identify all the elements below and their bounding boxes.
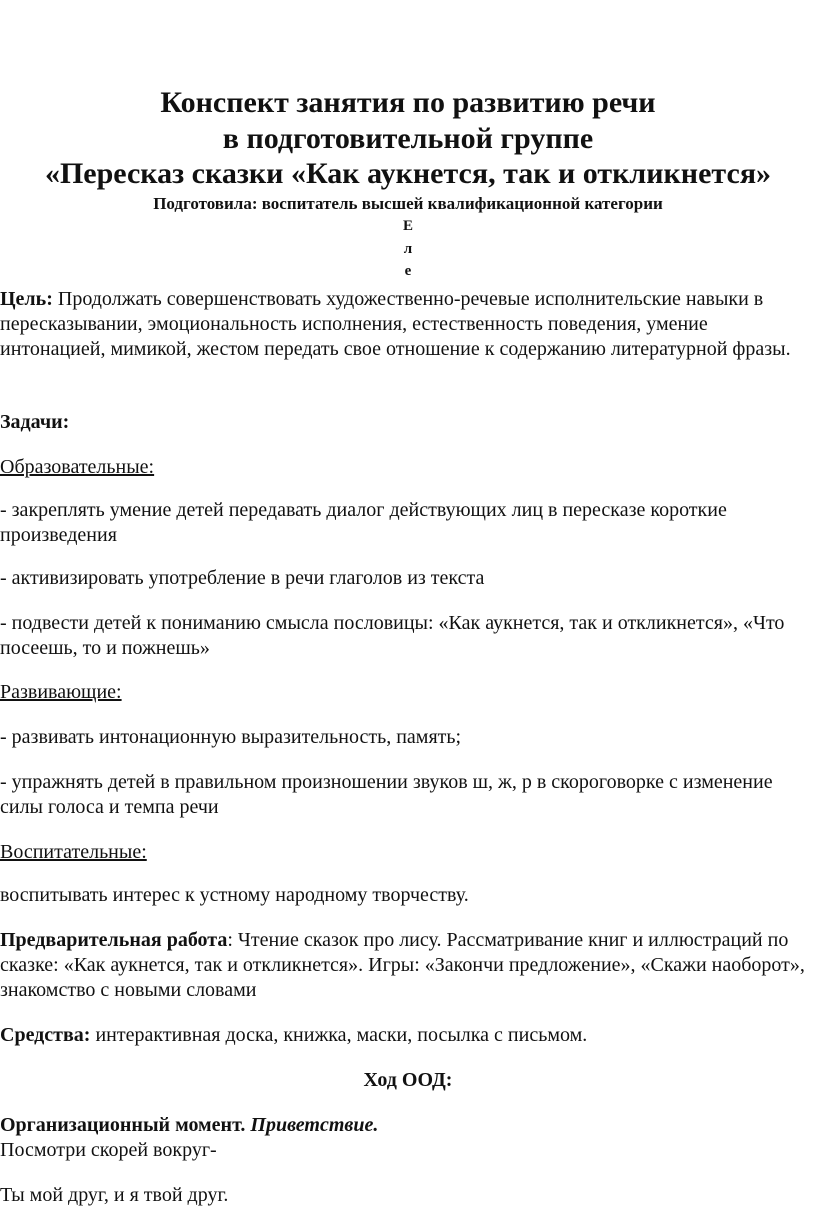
poem-line: Посмотри скорей вокруг- [0, 1139, 217, 1161]
list-item: - подвести детей к пониманию смысла пословицы: «Как аукнется, так и откликнется», «Что посеешь, то и пожнешь» [0, 612, 785, 659]
org-label: Организационный момент. [0, 1114, 246, 1136]
org-italic: Приветствие. [250, 1114, 379, 1136]
list-item: - упражнять детей в правильном произношении звуков ш, ж, р в скороговорке с изменение силы голоса и темпа речи [0, 771, 773, 818]
goal-paragraph [0, 287, 812, 362]
list-item: - закреплять умение детей передавать диалог действующих лиц в пересказе короткие произведения [0, 499, 727, 546]
tasks-heading: Задачи: [0, 411, 70, 433]
title-line-1: Конспект занятия по развитию речи [160, 86, 656, 119]
preliminary-label: Предварительная работа [0, 929, 228, 951]
title-line-2: в подготовительной группе [222, 122, 594, 155]
list-item: - развивать интонационную выразительность, память; [0, 726, 462, 748]
title-line-3: «Пересказ сказки «Как аукнется, так и откликнется» [44, 157, 772, 190]
list-item: - активизировать употребление в речи глаголов из текста [0, 567, 485, 589]
goal-label: Цель: [0, 288, 53, 310]
preliminary-paragraph [0, 928, 812, 1003]
vertical-letter: е [404, 263, 412, 279]
goal-text: Продолжать совершенствовать художественно-речевые исполнительские навыки в пересказывании, эмоциональность исполнения, естественность поведения, умение интонацией, мимикой, жестом передать свое отношение к содержанию литературной фразы. [0, 288, 791, 360]
developing-heading: Развивающие: [0, 681, 122, 703]
educational-heading: Образовательные: [0, 456, 155, 478]
prepared-by: Подготовила: воспитатель высшей квалификационной категории [153, 194, 663, 213]
preliminary-text: : Чтение сказок про лису. Рассматривание книг и иллюстраций по сказке: «Как аукнется, так и откликнется». Игры: «Закончи предложение», «Скажи наоборот», знакомство с новыми словами [0, 929, 805, 1001]
vertical-letter: Е [402, 218, 413, 234]
org-moment [0, 1113, 812, 1138]
means-text: интерактивная доска, книжка, маски, посылка с письмом. [90, 1024, 588, 1046]
means-paragraph [0, 1023, 812, 1048]
poem-line: Ты мой друг, и я твой друг. [0, 1184, 229, 1206]
list-item: воспитывать интерес к устному народному творчеству. [0, 884, 469, 906]
means-label: Средства: [0, 1024, 91, 1046]
upbringing-heading: Воспитательные: [0, 841, 147, 863]
vertical-letter: л [403, 241, 413, 257]
course-heading: Ход ООД: [363, 1069, 453, 1091]
